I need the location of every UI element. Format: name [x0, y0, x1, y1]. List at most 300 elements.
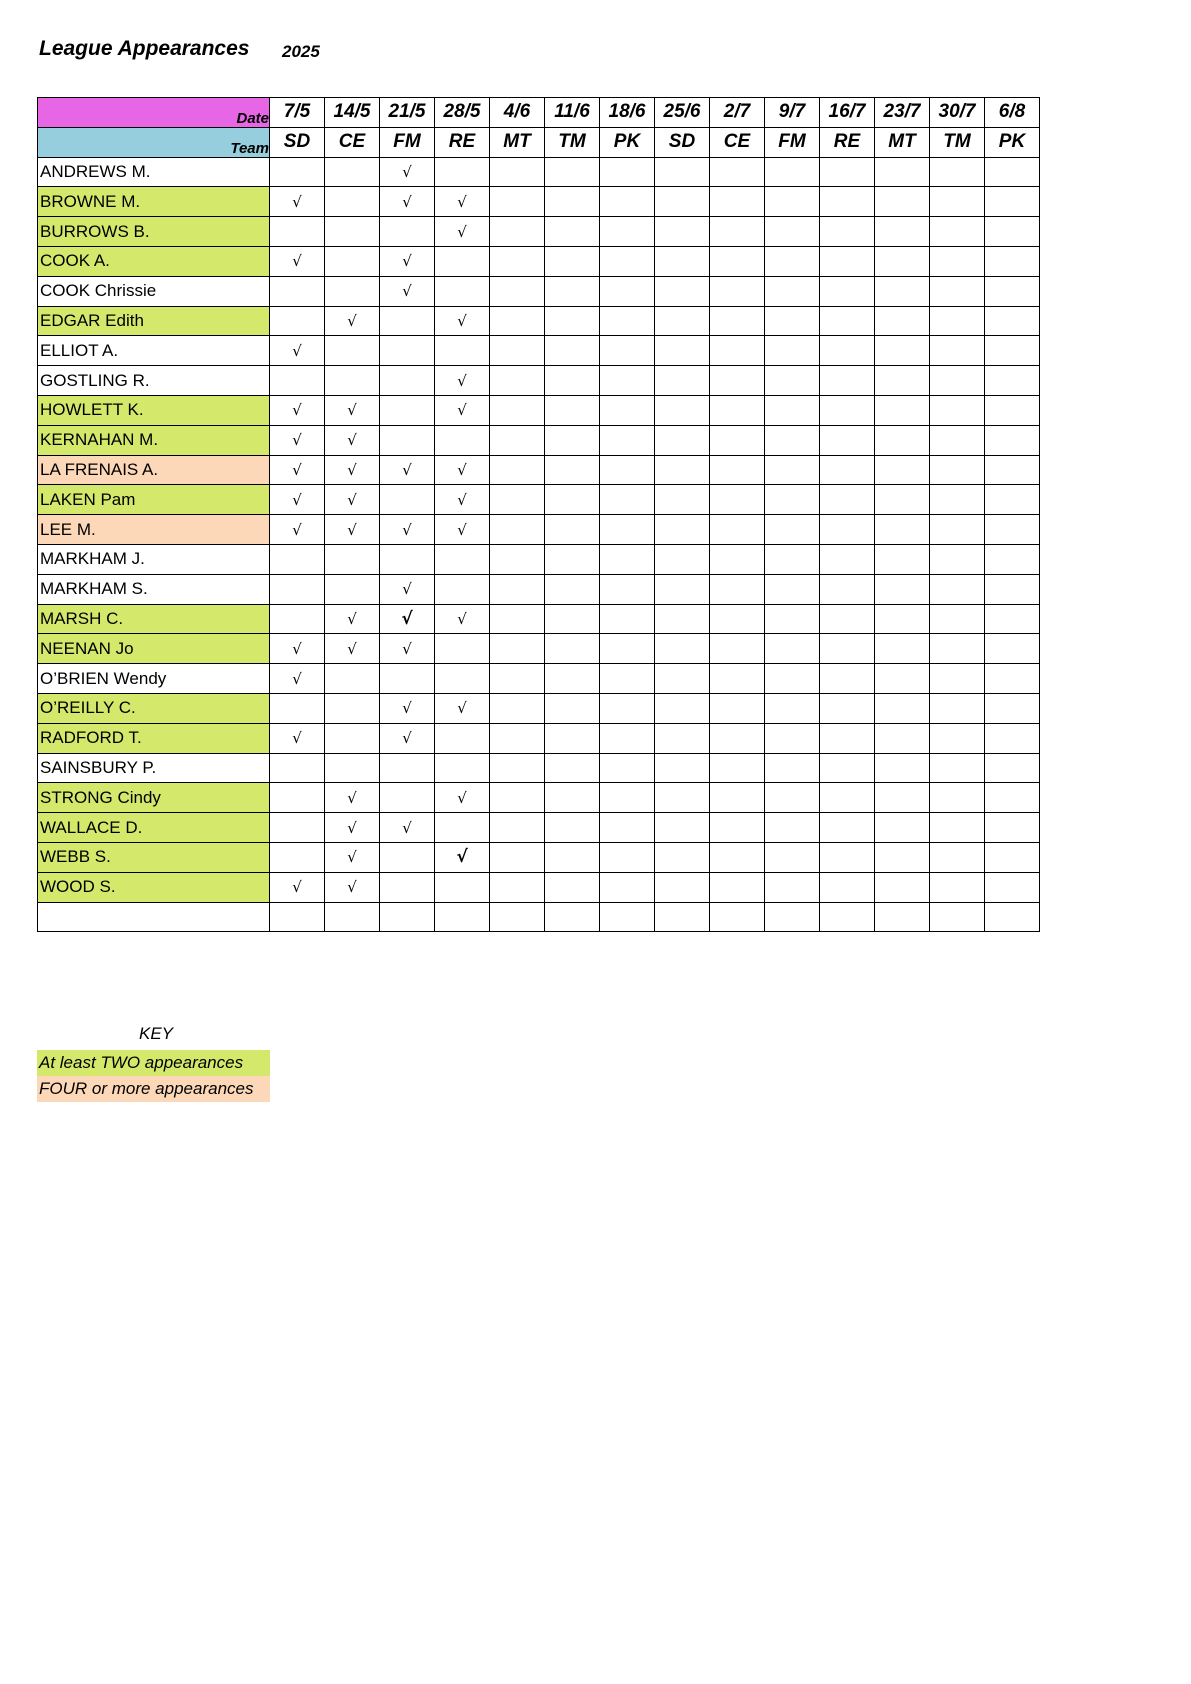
appearance-cell — [545, 574, 600, 604]
tick-mark-icon: √ — [402, 818, 412, 837]
appearance-cell — [600, 485, 655, 515]
appearance-cell — [545, 842, 600, 872]
appearance-cell — [765, 634, 820, 664]
player-row — [38, 485, 1040, 515]
appearance-cell — [270, 246, 325, 276]
appearance-cell — [930, 574, 985, 604]
appearance-cell — [930, 276, 985, 306]
appearance-cell — [435, 455, 490, 485]
appearance-cell — [545, 783, 600, 813]
appearance-cell — [710, 872, 765, 902]
appearance-cell — [710, 634, 765, 664]
appearance-cell — [710, 574, 765, 604]
appearance-cell — [765, 187, 820, 217]
appearance-cell — [985, 544, 1040, 574]
tick-mark-icon: √ — [347, 490, 357, 509]
player-name: MARKHAM J. — [38, 544, 270, 574]
appearance-cell — [545, 425, 600, 455]
appearance-cell — [600, 753, 655, 783]
appearance-cell — [710, 842, 765, 872]
appearance-cell — [435, 157, 490, 187]
player-name: BROWNE M. — [38, 187, 270, 217]
appearance-cell — [325, 306, 380, 336]
appearance-cell — [875, 544, 930, 574]
appearance-cell — [270, 604, 325, 634]
appearance-cell — [655, 753, 710, 783]
appearance-cell — [270, 276, 325, 306]
appearance-cell — [600, 902, 655, 932]
appearances-table — [37, 97, 1040, 932]
appearance-cell — [875, 217, 930, 247]
player-name: STRONG Cindy — [38, 783, 270, 813]
appearance-cell — [435, 813, 490, 843]
appearance-cell — [820, 544, 875, 574]
appearance-cell — [435, 306, 490, 336]
appearance-cell — [545, 485, 600, 515]
appearance-cell — [655, 634, 710, 664]
appearance-cell — [600, 246, 655, 276]
appearance-cell — [325, 187, 380, 217]
player-row — [38, 395, 1040, 425]
appearance-cell — [270, 515, 325, 545]
appearance-cell — [985, 515, 1040, 545]
appearance-cell — [930, 634, 985, 664]
date-header-cell: 6/8 — [985, 98, 1040, 128]
player-name: MARSH C. — [38, 604, 270, 634]
tick-mark-icon: √ — [347, 818, 357, 837]
appearance-cell — [380, 842, 435, 872]
appearance-cell — [875, 783, 930, 813]
player-row — [38, 455, 1040, 485]
appearance-cell — [985, 664, 1040, 694]
appearance-cell — [380, 664, 435, 694]
appearance-cell — [655, 604, 710, 634]
appearance-cell — [985, 574, 1040, 604]
date-header-cell: 23/7 — [875, 98, 930, 128]
appearance-cell — [820, 872, 875, 902]
appearance-cell — [710, 604, 765, 634]
appearance-cell — [325, 246, 380, 276]
appearance-cell — [710, 276, 765, 306]
player-name: O’BRIEN Wendy — [38, 664, 270, 694]
appearance-cell — [655, 544, 710, 574]
appearance-cell — [655, 693, 710, 723]
tick-mark-icon: √ — [457, 699, 467, 718]
appearance-cell — [490, 246, 545, 276]
appearance-cell — [655, 485, 710, 515]
tick-mark-icon: √ — [292, 460, 302, 479]
appearance-cell — [490, 753, 545, 783]
appearance-cell — [930, 306, 985, 336]
appearance-cell — [270, 783, 325, 813]
appearance-cell — [435, 693, 490, 723]
tick-mark-icon: √ — [457, 401, 467, 420]
appearance-cell — [875, 246, 930, 276]
appearance-cell — [600, 574, 655, 604]
season-year: 2025 — [282, 42, 320, 61]
team-header-row — [38, 127, 1040, 157]
appearance-cell — [380, 515, 435, 545]
page-title: League Appearances — [39, 37, 250, 60]
tick-mark-icon: √ — [457, 520, 467, 539]
appearance-cell — [820, 187, 875, 217]
player-name: WEBB S. — [38, 842, 270, 872]
tick-mark-icon: √ — [292, 341, 302, 360]
appearance-cell — [325, 842, 380, 872]
player-name: LEE M. — [38, 515, 270, 545]
appearance-cell — [325, 336, 380, 366]
player-name: KERNAHAN M. — [38, 425, 270, 455]
tick-mark-icon: √ — [457, 371, 467, 390]
appearance-cell — [765, 425, 820, 455]
tick-mark-icon: √ — [292, 669, 302, 688]
appearance-cell — [600, 783, 655, 813]
player-row — [38, 783, 1040, 813]
appearance-cell — [930, 187, 985, 217]
appearance-cell — [600, 842, 655, 872]
appearance-cell — [270, 842, 325, 872]
appearance-cell — [710, 366, 765, 396]
player-row — [38, 366, 1040, 396]
tick-mark-icon: √ — [457, 311, 467, 330]
appearance-cell — [655, 813, 710, 843]
appearance-cell — [820, 604, 875, 634]
appearance-cell — [985, 187, 1040, 217]
appearance-cell — [600, 693, 655, 723]
appearance-cell — [655, 187, 710, 217]
player-name: MARKHAM S. — [38, 574, 270, 604]
appearance-cell — [930, 455, 985, 485]
appearance-cell — [820, 485, 875, 515]
appearance-cell — [820, 306, 875, 336]
appearance-cell — [490, 693, 545, 723]
tick-mark-icon: √ — [457, 192, 467, 211]
appearance-cell — [270, 634, 325, 664]
appearance-cell — [490, 187, 545, 217]
team-header-cell: CE — [325, 127, 380, 157]
team-header-cell: FM — [765, 127, 820, 157]
team-header-cell: RE — [435, 127, 490, 157]
appearance-cell — [820, 634, 875, 664]
team-header-cell: RE — [820, 127, 875, 157]
appearance-cell — [930, 604, 985, 634]
team-header-cell: SD — [270, 127, 325, 157]
appearance-cell — [380, 723, 435, 753]
appearance-cell — [820, 276, 875, 306]
appearance-cell — [435, 842, 490, 872]
appearance-cell — [820, 753, 875, 783]
date-header-row — [38, 98, 1040, 128]
appearance-cell — [710, 485, 765, 515]
appearance-cell — [765, 276, 820, 306]
appearance-cell — [655, 664, 710, 694]
key-two-appearances: At least TWO appearances — [37, 1050, 270, 1076]
appearance-cell — [710, 425, 765, 455]
appearance-cell — [875, 872, 930, 902]
appearance-cell — [875, 902, 930, 932]
appearance-cell — [380, 753, 435, 783]
appearance-cell — [600, 217, 655, 247]
appearance-cell — [325, 276, 380, 306]
tick-mark-icon: √ — [292, 431, 302, 450]
appearance-cell — [930, 157, 985, 187]
appearance-cell — [380, 783, 435, 813]
appearance-cell — [380, 902, 435, 932]
appearance-cell — [380, 306, 435, 336]
appearance-cell — [820, 366, 875, 396]
appearance-cell — [985, 693, 1040, 723]
appearance-cell — [820, 395, 875, 425]
appearance-cell — [490, 783, 545, 813]
appearance-cell — [765, 544, 820, 574]
appearance-cell — [435, 753, 490, 783]
appearance-cell — [435, 366, 490, 396]
appearance-cell — [600, 813, 655, 843]
appearance-cell — [875, 515, 930, 545]
tick-mark-icon: √ — [347, 401, 357, 420]
appearance-cell — [380, 485, 435, 515]
appearance-cell — [875, 604, 930, 634]
appearance-cell — [985, 872, 1040, 902]
appearance-cell — [545, 544, 600, 574]
appearance-cell — [930, 842, 985, 872]
team-header-cell: TM — [930, 127, 985, 157]
appearance-cell — [490, 306, 545, 336]
player-name — [38, 902, 270, 932]
tick-mark-icon: √ — [402, 729, 412, 748]
appearance-cell — [325, 723, 380, 753]
appearance-cell — [545, 336, 600, 366]
player-name: RADFORD T. — [38, 723, 270, 753]
appearance-cell — [600, 157, 655, 187]
appearance-cell — [765, 723, 820, 753]
appearance-cell — [655, 246, 710, 276]
player-row — [38, 842, 1040, 872]
appearance-cell — [930, 485, 985, 515]
appearance-cell — [710, 187, 765, 217]
appearance-cell — [710, 395, 765, 425]
appearance-cell — [600, 425, 655, 455]
appearance-cell — [325, 693, 380, 723]
appearance-cell — [270, 574, 325, 604]
appearance-cell — [655, 515, 710, 545]
appearance-cell — [930, 544, 985, 574]
player-name: ELLIOT A. — [38, 336, 270, 366]
appearance-cell — [380, 246, 435, 276]
player-name: HOWLETT K. — [38, 395, 270, 425]
date-header-cell: 7/5 — [270, 98, 325, 128]
appearance-cell — [820, 813, 875, 843]
appearance-cell — [435, 723, 490, 753]
appearance-cell — [875, 187, 930, 217]
player-row — [38, 604, 1040, 634]
tick-mark-icon: √ — [347, 848, 357, 867]
tick-mark-icon: √ — [292, 401, 302, 420]
team-header-cell: PK — [600, 127, 655, 157]
appearance-cell — [325, 813, 380, 843]
appearance-cell — [765, 455, 820, 485]
date-header-cell: 2/7 — [710, 98, 765, 128]
tick-mark-icon: √ — [402, 162, 412, 181]
tick-mark-icon: √ — [292, 639, 302, 658]
player-row — [38, 872, 1040, 902]
appearance-cell — [325, 604, 380, 634]
appearance-cell — [600, 395, 655, 425]
player-row — [38, 157, 1040, 187]
appearance-cell — [930, 723, 985, 753]
tick-mark-icon: √ — [456, 847, 468, 868]
appearance-cell — [820, 157, 875, 187]
appearance-cell — [710, 544, 765, 574]
appearance-cell — [875, 634, 930, 664]
player-row — [38, 276, 1040, 306]
appearance-cell — [545, 366, 600, 396]
appearance-cell — [875, 306, 930, 336]
appearance-cell — [985, 723, 1040, 753]
appearance-cell — [380, 455, 435, 485]
appearance-cell — [435, 544, 490, 574]
appearance-cell — [985, 306, 1040, 336]
appearance-cell — [435, 664, 490, 694]
appearance-cell — [545, 515, 600, 545]
appearance-cell — [820, 246, 875, 276]
appearance-cell — [270, 455, 325, 485]
appearance-cell — [985, 217, 1040, 247]
appearance-cell — [655, 425, 710, 455]
player-row — [38, 753, 1040, 783]
appearance-cell — [325, 157, 380, 187]
tick-mark-icon: √ — [292, 252, 302, 271]
appearance-cell — [490, 723, 545, 753]
appearance-cell — [270, 693, 325, 723]
appearance-cell — [380, 276, 435, 306]
player-row — [38, 425, 1040, 455]
appearance-cell — [875, 723, 930, 753]
appearance-cell — [325, 544, 380, 574]
appearance-cell — [655, 783, 710, 813]
player-name: LA FRENAIS A. — [38, 455, 270, 485]
appearance-cell — [875, 574, 930, 604]
appearance-cell — [710, 723, 765, 753]
appearance-cell — [820, 902, 875, 932]
appearance-cell — [435, 246, 490, 276]
appearance-cell — [930, 395, 985, 425]
appearance-cell — [435, 902, 490, 932]
appearance-cell — [985, 157, 1040, 187]
appearance-cell — [435, 187, 490, 217]
appearance-cell — [875, 753, 930, 783]
appearance-cell — [490, 276, 545, 306]
appearance-cell — [545, 306, 600, 336]
team-header-cell: TM — [545, 127, 600, 157]
appearance-cell — [985, 753, 1040, 783]
appearance-cell — [490, 813, 545, 843]
appearance-cell — [820, 723, 875, 753]
appearance-cell — [985, 425, 1040, 455]
appearance-cell — [325, 485, 380, 515]
player-row — [38, 217, 1040, 247]
appearance-cell — [545, 872, 600, 902]
date-header-cell: 4/6 — [490, 98, 545, 128]
player-row — [38, 723, 1040, 753]
appearance-cell — [655, 395, 710, 425]
appearance-cell — [985, 485, 1040, 515]
appearance-cell — [490, 455, 545, 485]
appearance-cell — [710, 246, 765, 276]
appearance-cell — [600, 664, 655, 694]
player-row — [38, 306, 1040, 336]
appearance-cell — [545, 813, 600, 843]
appearance-cell — [600, 515, 655, 545]
appearance-cell — [600, 604, 655, 634]
appearance-cell — [380, 157, 435, 187]
appearance-cell — [545, 902, 600, 932]
appearance-cell — [270, 753, 325, 783]
player-name: COOK A. — [38, 246, 270, 276]
appearance-cell — [545, 604, 600, 634]
appearance-cell — [325, 455, 380, 485]
appearance-cell — [435, 574, 490, 604]
appearance-cell — [545, 217, 600, 247]
appearance-cell — [875, 485, 930, 515]
appearance-cell — [710, 902, 765, 932]
team-header-cell: FM — [380, 127, 435, 157]
appearance-cell — [655, 842, 710, 872]
appearance-cell — [600, 723, 655, 753]
appearance-cell — [325, 664, 380, 694]
player-row — [38, 574, 1040, 604]
appearance-cell — [765, 336, 820, 366]
tick-mark-icon: √ — [457, 490, 467, 509]
appearance-cell — [600, 276, 655, 306]
appearance-cell — [270, 813, 325, 843]
appearance-cell — [985, 246, 1040, 276]
tick-mark-icon: √ — [402, 192, 412, 211]
appearance-cell — [655, 306, 710, 336]
appearance-cell — [655, 336, 710, 366]
appearance-cell — [930, 246, 985, 276]
appearance-cell — [710, 813, 765, 843]
appearance-cell — [655, 366, 710, 396]
appearance-cell — [490, 395, 545, 425]
appearance-cell — [875, 366, 930, 396]
player-row — [38, 544, 1040, 574]
tick-mark-icon: √ — [347, 609, 357, 628]
tick-mark-icon: √ — [292, 192, 302, 211]
appearance-cell — [875, 842, 930, 872]
appearance-cell — [600, 634, 655, 664]
appearance-cell — [765, 813, 820, 843]
appearance-cell — [710, 306, 765, 336]
appearance-cell — [545, 187, 600, 217]
appearance-cell — [765, 306, 820, 336]
appearance-cell — [930, 783, 985, 813]
appearance-cell — [765, 485, 820, 515]
appearance-cell — [930, 336, 985, 366]
appearance-cell — [600, 544, 655, 574]
appearance-cell — [545, 753, 600, 783]
appearance-cell — [985, 336, 1040, 366]
appearance-cell — [710, 157, 765, 187]
appearance-cell — [270, 157, 325, 187]
player-name: BURROWS B. — [38, 217, 270, 247]
date-header-cell: 16/7 — [820, 98, 875, 128]
date-header-cell: 11/6 — [545, 98, 600, 128]
tick-mark-icon: √ — [347, 878, 357, 897]
appearance-cell — [435, 515, 490, 545]
date-header-cell: 30/7 — [930, 98, 985, 128]
appearance-cell — [765, 395, 820, 425]
